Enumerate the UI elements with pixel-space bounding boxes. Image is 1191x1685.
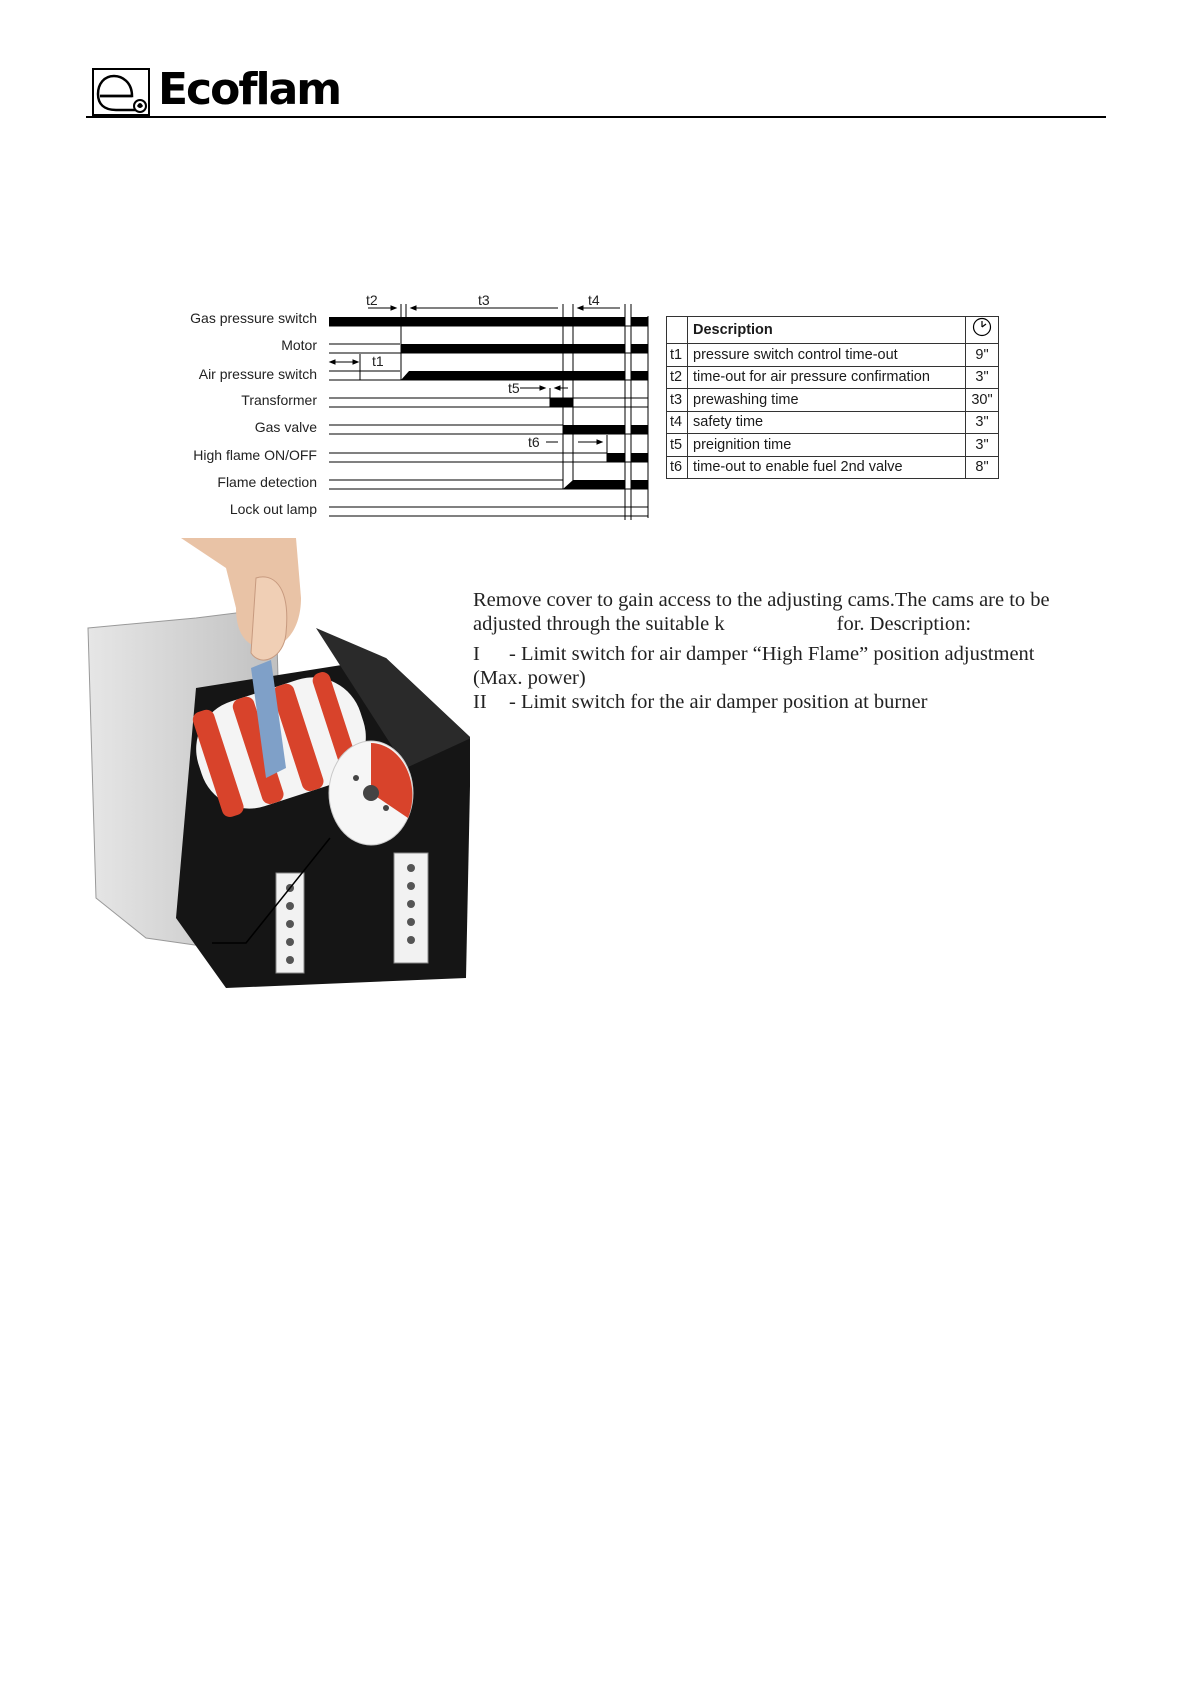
page-header <box>86 62 1106 118</box>
row-label: Gas pressure switch <box>190 310 317 326</box>
paragraph-line: Remove cover to gain access to the adjusting cams.The cams are to be <box>473 589 1050 611</box>
interval-label: t6 <box>528 434 540 450</box>
interval-label: t4 <box>588 292 600 308</box>
table-row: t1 pressure switch control time-out 9" <box>667 344 999 367</box>
list-item: I - Limit switch for air damper “High Flame” position adjustment <box>473 643 1035 665</box>
table-row: t3 prewashing time 30" <box>667 389 999 412</box>
servomotor-cam-photo <box>86 538 470 988</box>
list-item: II - Limit switch for the air damper position at burner <box>473 691 928 713</box>
table-row: t4 safety time 3" <box>667 411 999 434</box>
row-label: Transformer <box>241 392 317 408</box>
row-label: Lock out lamp <box>229 501 317 517</box>
row-label: Air pressure switch <box>198 366 317 382</box>
row-label: Flame detection <box>217 474 317 490</box>
interval-label: t5 <box>508 380 520 396</box>
ecoflam-logo-icon <box>92 68 152 116</box>
table-header-description: Description <box>688 317 966 344</box>
brand-name: Ecoflam <box>158 64 341 115</box>
interval-label: t1 <box>372 353 384 369</box>
header-rule <box>86 116 1106 118</box>
table-row: t6 time-out to enable fuel 2nd valve 8" <box>667 456 999 479</box>
item-number: II <box>473 691 487 713</box>
row-label: Gas valve <box>254 419 317 435</box>
interval-label: t2 <box>366 292 378 308</box>
table-header-row <box>667 317 999 344</box>
row-label: Motor <box>281 337 317 353</box>
instructions-text <box>473 588 1093 714</box>
interval-label: t3 <box>478 292 490 308</box>
table-row: t5 preignition time 3" <box>667 434 999 457</box>
timing-table <box>666 316 999 479</box>
list-item-continuation: (Max. power) <box>473 667 586 689</box>
item-number: I <box>473 643 480 665</box>
clock-icon <box>972 317 992 337</box>
row-label: High flame ON/OFF <box>193 447 317 463</box>
paragraph-line: adjusted through the suitable k for. Description: <box>473 613 972 635</box>
timing-diagram <box>160 290 660 522</box>
table-row: t2 time-out for air pressure confirmation 3" <box>667 366 999 389</box>
